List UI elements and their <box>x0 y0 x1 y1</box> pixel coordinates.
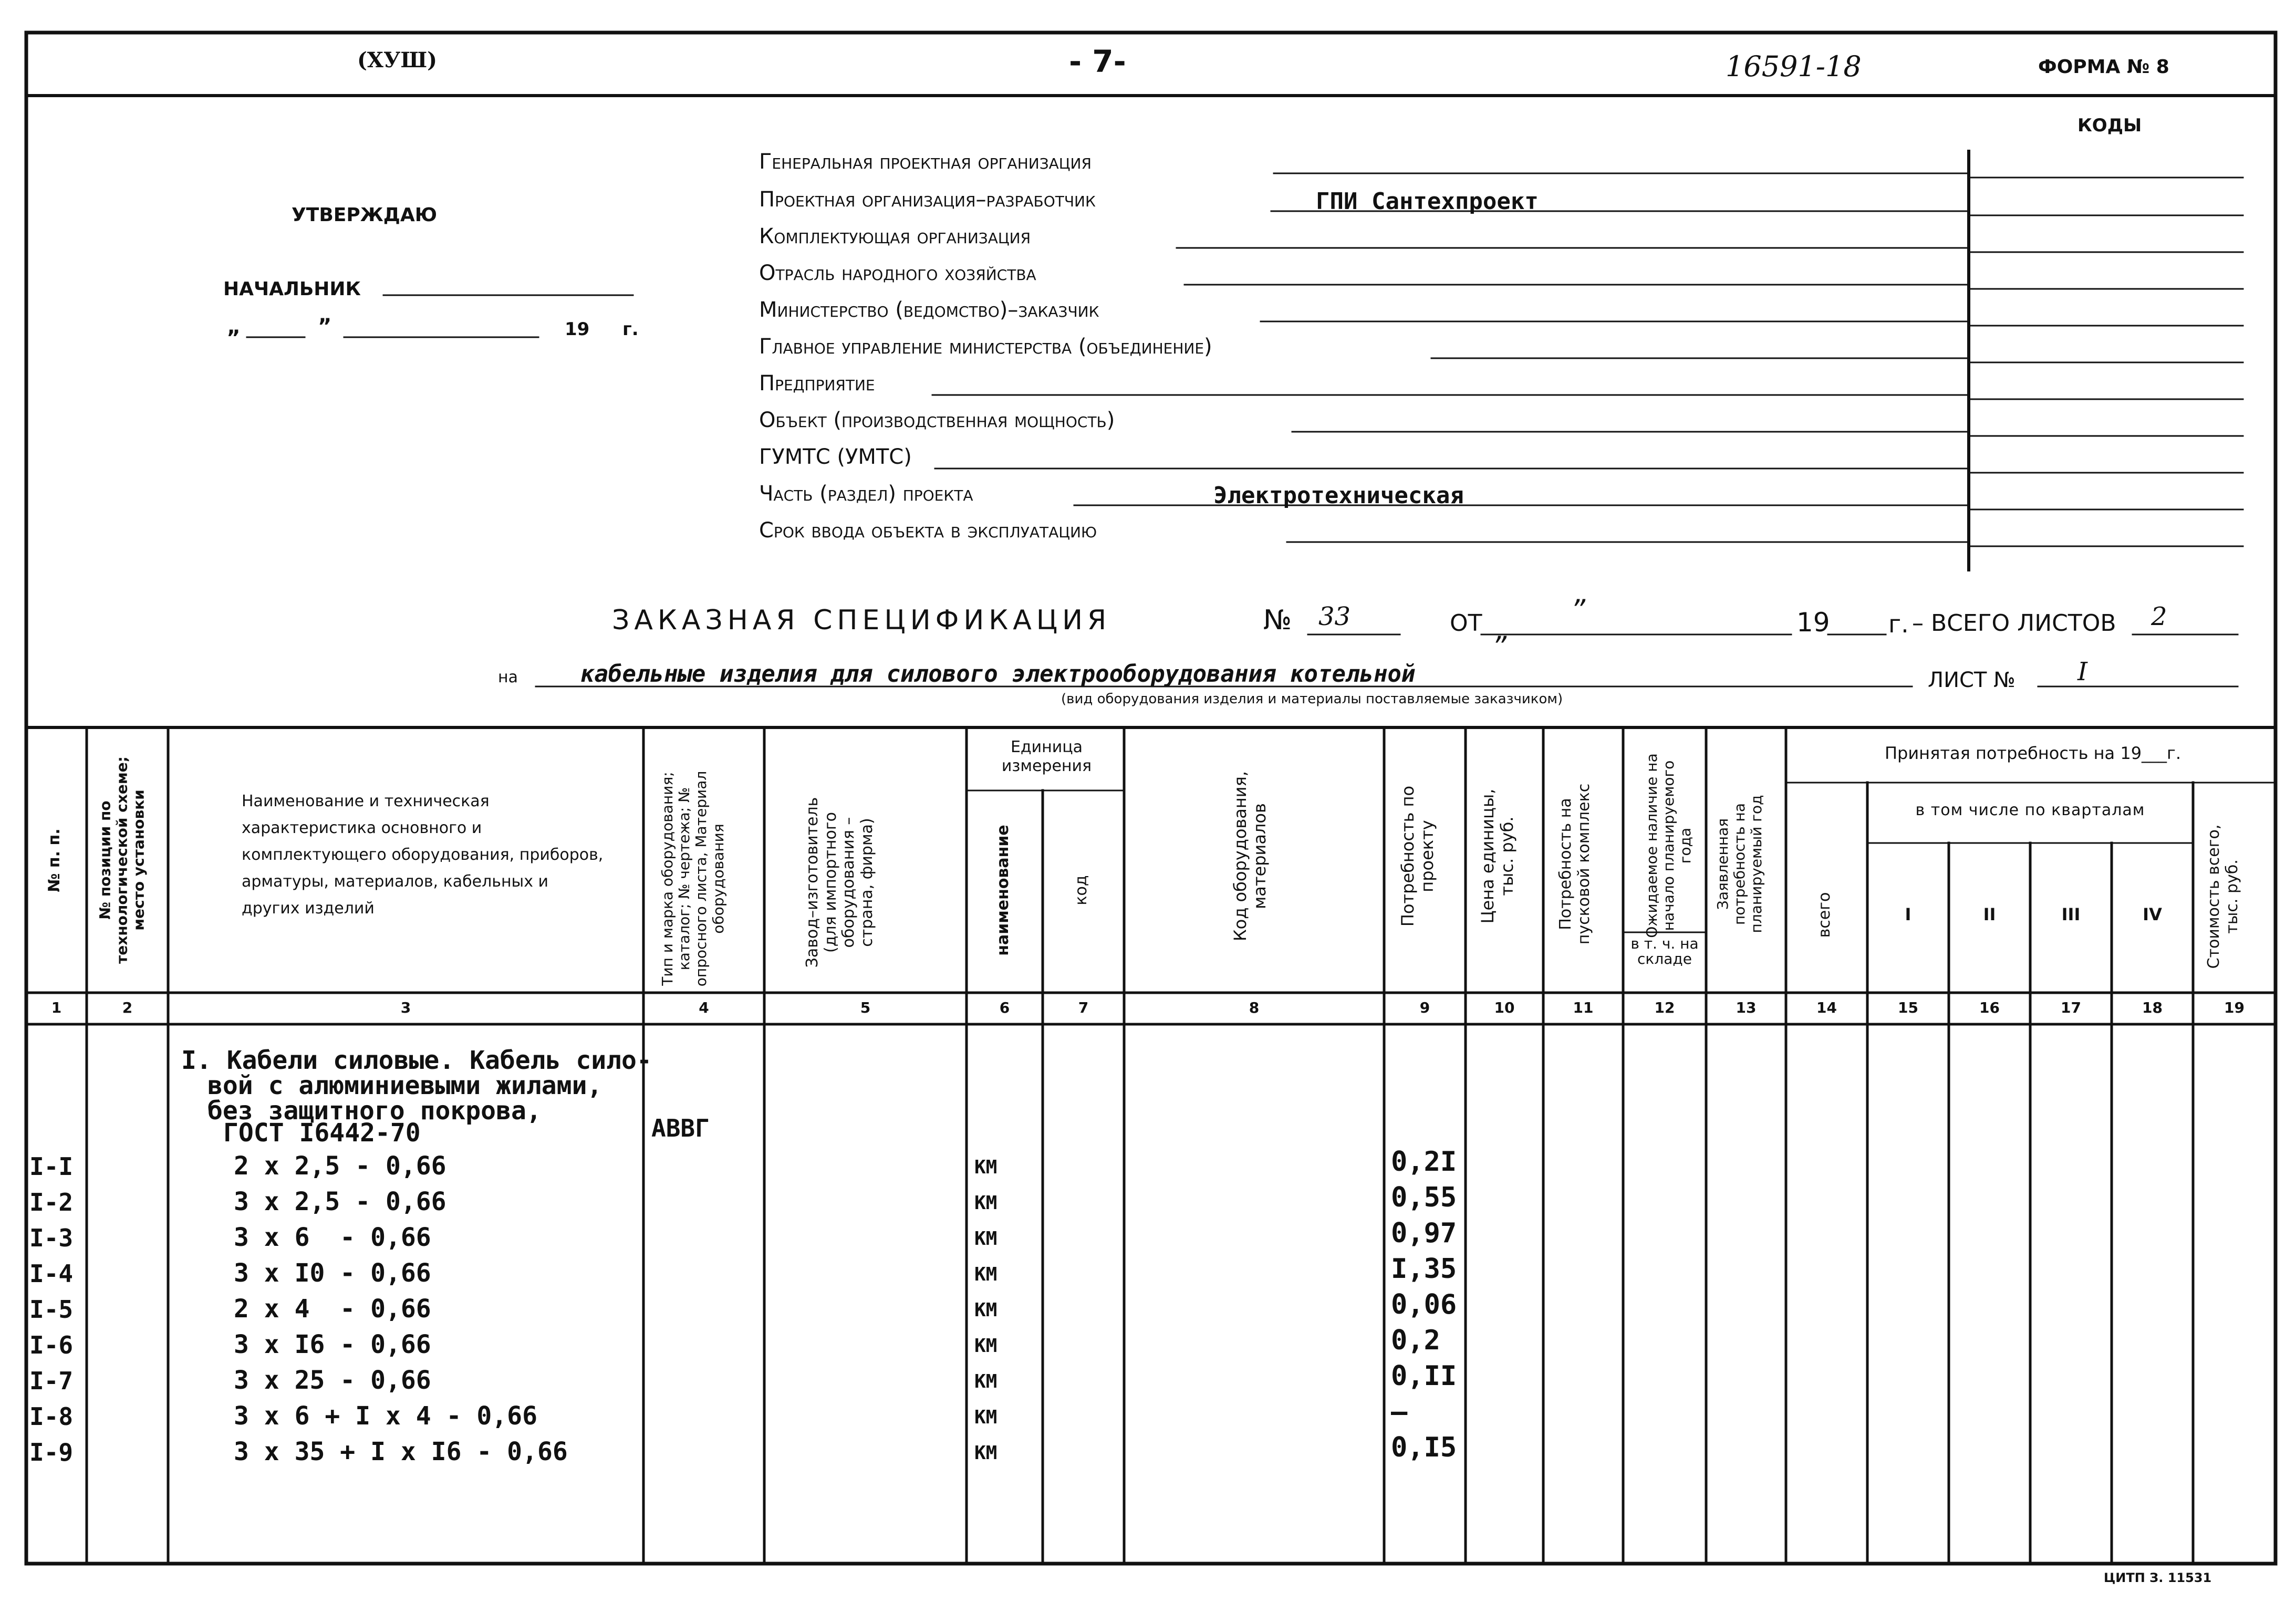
approval-year-prefix: 19 <box>565 319 590 340</box>
org-field-label: Комплектующая организация <box>759 224 1031 248</box>
org-field-label: ГУМТС (УМТС) <box>759 445 912 469</box>
col-header-9: Потребность по проекту <box>1398 785 1437 927</box>
row-qty: 0,06 <box>1391 1289 1457 1320</box>
row-position: I-9 <box>29 1438 74 1466</box>
org-field-value: Электротехническая <box>1213 482 1464 509</box>
org-field-label: Министерство (ведомство)–заказчик <box>759 298 1099 322</box>
row-name: 2 х 2,5 - 0,66 <box>234 1151 446 1181</box>
row-position: I-5 <box>29 1295 74 1324</box>
col-header-14: всего <box>1815 892 1834 938</box>
col-header-11: Потребность на пусковой комплекс <box>1556 783 1593 945</box>
col-header-12: Ожидаемое наличие на начало планируемого года <box>1643 753 1695 938</box>
col-header-10: Цена единицы, тыс. руб. <box>1478 788 1517 924</box>
sheet-number-value: I <box>2077 657 2087 686</box>
spec-from-label: ОТ <box>1450 610 1482 637</box>
row-qty: I,35 <box>1391 1253 1457 1285</box>
row-name: 3 х 25 - 0,66 <box>234 1366 431 1395</box>
row-position: I-2 <box>29 1188 74 1216</box>
spec-quote-close: ” <box>1492 630 1507 663</box>
org-field-label: Срок ввода объекта в эксплуатацию <box>759 518 1097 543</box>
org-field-value: ГПИ Сантехпроект <box>1316 188 1539 215</box>
col-header-7: код <box>1072 875 1090 906</box>
section-title-line: I. Кабели силовые. Кабель сило- <box>181 1046 652 1075</box>
col-number: 3 <box>400 999 411 1016</box>
date-quote-close: ” <box>318 315 332 339</box>
section-title-line: ГОСТ I6442-70 <box>223 1118 421 1148</box>
row-unit: КМ <box>974 1335 998 1357</box>
form-label: ФОРМА № 8 <box>2038 56 2169 78</box>
col-number: 8 <box>1249 999 1260 1016</box>
col-header-15: I <box>1905 904 1911 924</box>
spec-number: 33 <box>1318 602 1351 631</box>
col-header-18: IV <box>2143 904 2162 924</box>
row-unit: КМ <box>974 1442 998 1464</box>
row-qty: 0,55 <box>1391 1182 1457 1213</box>
col-number: 4 <box>699 999 709 1016</box>
col-header-2: № позиции по технологической схеме; место установки <box>96 756 148 964</box>
col-header-8: Код оборудования, материалов <box>1230 771 1270 942</box>
spec-title: ЗАКАЗНАЯ СПЕЦИФИКАЦИЯ <box>612 605 1111 636</box>
row-qty: 0,I5 <box>1391 1432 1457 1463</box>
row-unit: КМ <box>974 1407 998 1428</box>
row-position: I-6 <box>29 1331 74 1359</box>
sheet-number-label: ЛИСТ № <box>1928 668 2016 692</box>
volume-label: (ХУШ) <box>357 48 438 72</box>
for-label: на <box>498 668 518 686</box>
row-qty: 0,2I <box>1391 1146 1457 1178</box>
row-qty: 0,2 <box>1391 1325 1440 1356</box>
col-header-16: II <box>1983 904 1996 924</box>
col-number: 9 <box>1419 999 1430 1016</box>
row-qty: 0,II <box>1391 1360 1457 1392</box>
spec-year-prefix: 19 <box>1796 607 1830 638</box>
row-unit: КМ <box>974 1157 998 1178</box>
document-number: 16591-18 <box>1726 50 1862 83</box>
col-header-17: III <box>2061 904 2081 924</box>
col-number: 17 <box>2061 999 2081 1016</box>
org-field-label: Объект (производственная мощность) <box>759 408 1115 432</box>
need-group-header: Принятая потребность на 19___г. <box>1884 743 2181 763</box>
approve-label: УТВЕРЖДАЮ <box>292 204 437 226</box>
org-field-label: Предприятие <box>759 371 875 396</box>
col-header-19: Стоимость всего, тыс. руб. <box>2205 824 2241 969</box>
org-field-label: Отрасль народного хозяйства <box>759 261 1036 285</box>
chief-label: НАЧАЛЬНИК <box>223 278 361 300</box>
col-number: 11 <box>1573 999 1594 1016</box>
date-quote-open: „ <box>227 315 241 339</box>
row-unit: КМ <box>974 1299 998 1321</box>
row-name: 2 х 4 - 0,66 <box>234 1294 431 1324</box>
approval-year-suffix: г. <box>622 319 639 340</box>
col-number: 19 <box>2224 999 2245 1016</box>
col-number: 2 <box>122 999 133 1016</box>
print-stamp: ЦИТП З. 11531 <box>2104 1570 2212 1585</box>
unit-group-header: Единица измерения <box>1001 738 1092 775</box>
row-name: 3 х 6 - 0,66 <box>234 1223 431 1252</box>
org-field-label: Проектная организация–разработчик <box>759 188 1096 212</box>
row-qty: 0,97 <box>1391 1217 1457 1249</box>
section-title-line: без защитного покрова, <box>207 1096 542 1126</box>
col-number: 15 <box>1898 999 1918 1016</box>
col-number: 7 <box>1078 999 1089 1016</box>
page-number: - 7- <box>1069 44 1126 79</box>
col-header-1: № п. п. <box>45 828 64 892</box>
codes-label: КОДЫ <box>2077 115 2142 136</box>
col-header-3: Наименование и техническая характеристика основного и комплектующего оборудования, приборов, арматуры, материалов, кабельных и других изделий <box>242 792 604 918</box>
row-position: I-I <box>29 1152 74 1181</box>
row-unit: КМ <box>974 1228 998 1250</box>
col-number: 6 <box>999 999 1010 1016</box>
row-position: I-3 <box>29 1224 74 1252</box>
org-field-label: Часть (раздел) проекта <box>759 482 973 506</box>
row-name: 3 х 2,5 - 0,66 <box>234 1187 446 1216</box>
col-number: 1 <box>51 999 62 1016</box>
row-position: I-7 <box>29 1367 74 1395</box>
quarters-group-header: в том числе по кварталам <box>1915 801 2145 819</box>
spec-year-suffix: г. <box>1888 610 1909 638</box>
row-name: 3 х I6 - 0,66 <box>234 1330 431 1359</box>
col-number: 16 <box>1979 999 2000 1016</box>
spec-subject-caption: (вид оборудования изделия и материалы поставляемые заказчиком) <box>1061 691 1563 707</box>
row-qty: – <box>1391 1396 1408 1428</box>
row-name: 3 х I0 - 0,66 <box>234 1258 431 1288</box>
row-unit: КМ <box>974 1264 998 1285</box>
col-number: 10 <box>1494 999 1515 1016</box>
section-type: АВВГ <box>651 1114 710 1142</box>
row-position: I-8 <box>29 1402 74 1431</box>
row-unit: КМ <box>974 1192 998 1214</box>
total-sheets-value: 2 <box>2151 602 2167 631</box>
col-number: 5 <box>860 999 871 1016</box>
row-name: 3 х 35 + I х I6 - 0,66 <box>234 1437 568 1466</box>
spec-subject: кабельные изделия для силового электрооборудования котельной <box>580 661 1416 688</box>
col-header-13: Заявленная потребность на планируемый год <box>1714 795 1765 933</box>
row-position: I-4 <box>29 1260 74 1288</box>
spec-number-label: № <box>1263 605 1292 636</box>
row-name: 3 х 6 + I х 4 - 0,66 <box>234 1401 537 1431</box>
col-number: 13 <box>1736 999 1757 1016</box>
org-field-label: Генеральная проектная организация <box>759 150 1092 174</box>
col-number: 18 <box>2142 999 2163 1016</box>
col-header-6: наименование <box>994 825 1012 956</box>
col-number: 12 <box>1654 999 1675 1016</box>
col-header-5: Завод–изготовитель (для импортного оборудования –страна, фирма) <box>803 797 876 968</box>
col-number: 14 <box>1816 999 1837 1016</box>
total-sheets-label: – ВСЕГО ЛИСТОВ <box>1912 610 2116 637</box>
col-header-4: Тип и марка оборудования; каталог; № чертежа; № опросного листа, Материал оборудования <box>659 771 727 987</box>
section-title-line: вой с алюминиевыми жилами, <box>207 1071 602 1100</box>
row-unit: КМ <box>974 1371 998 1392</box>
col-header-12b: в т. ч. на складе <box>1630 935 1699 968</box>
org-field-label: Главное управление министерства (объединение) <box>759 335 1212 359</box>
spec-quote-open: ” <box>1571 594 1585 627</box>
